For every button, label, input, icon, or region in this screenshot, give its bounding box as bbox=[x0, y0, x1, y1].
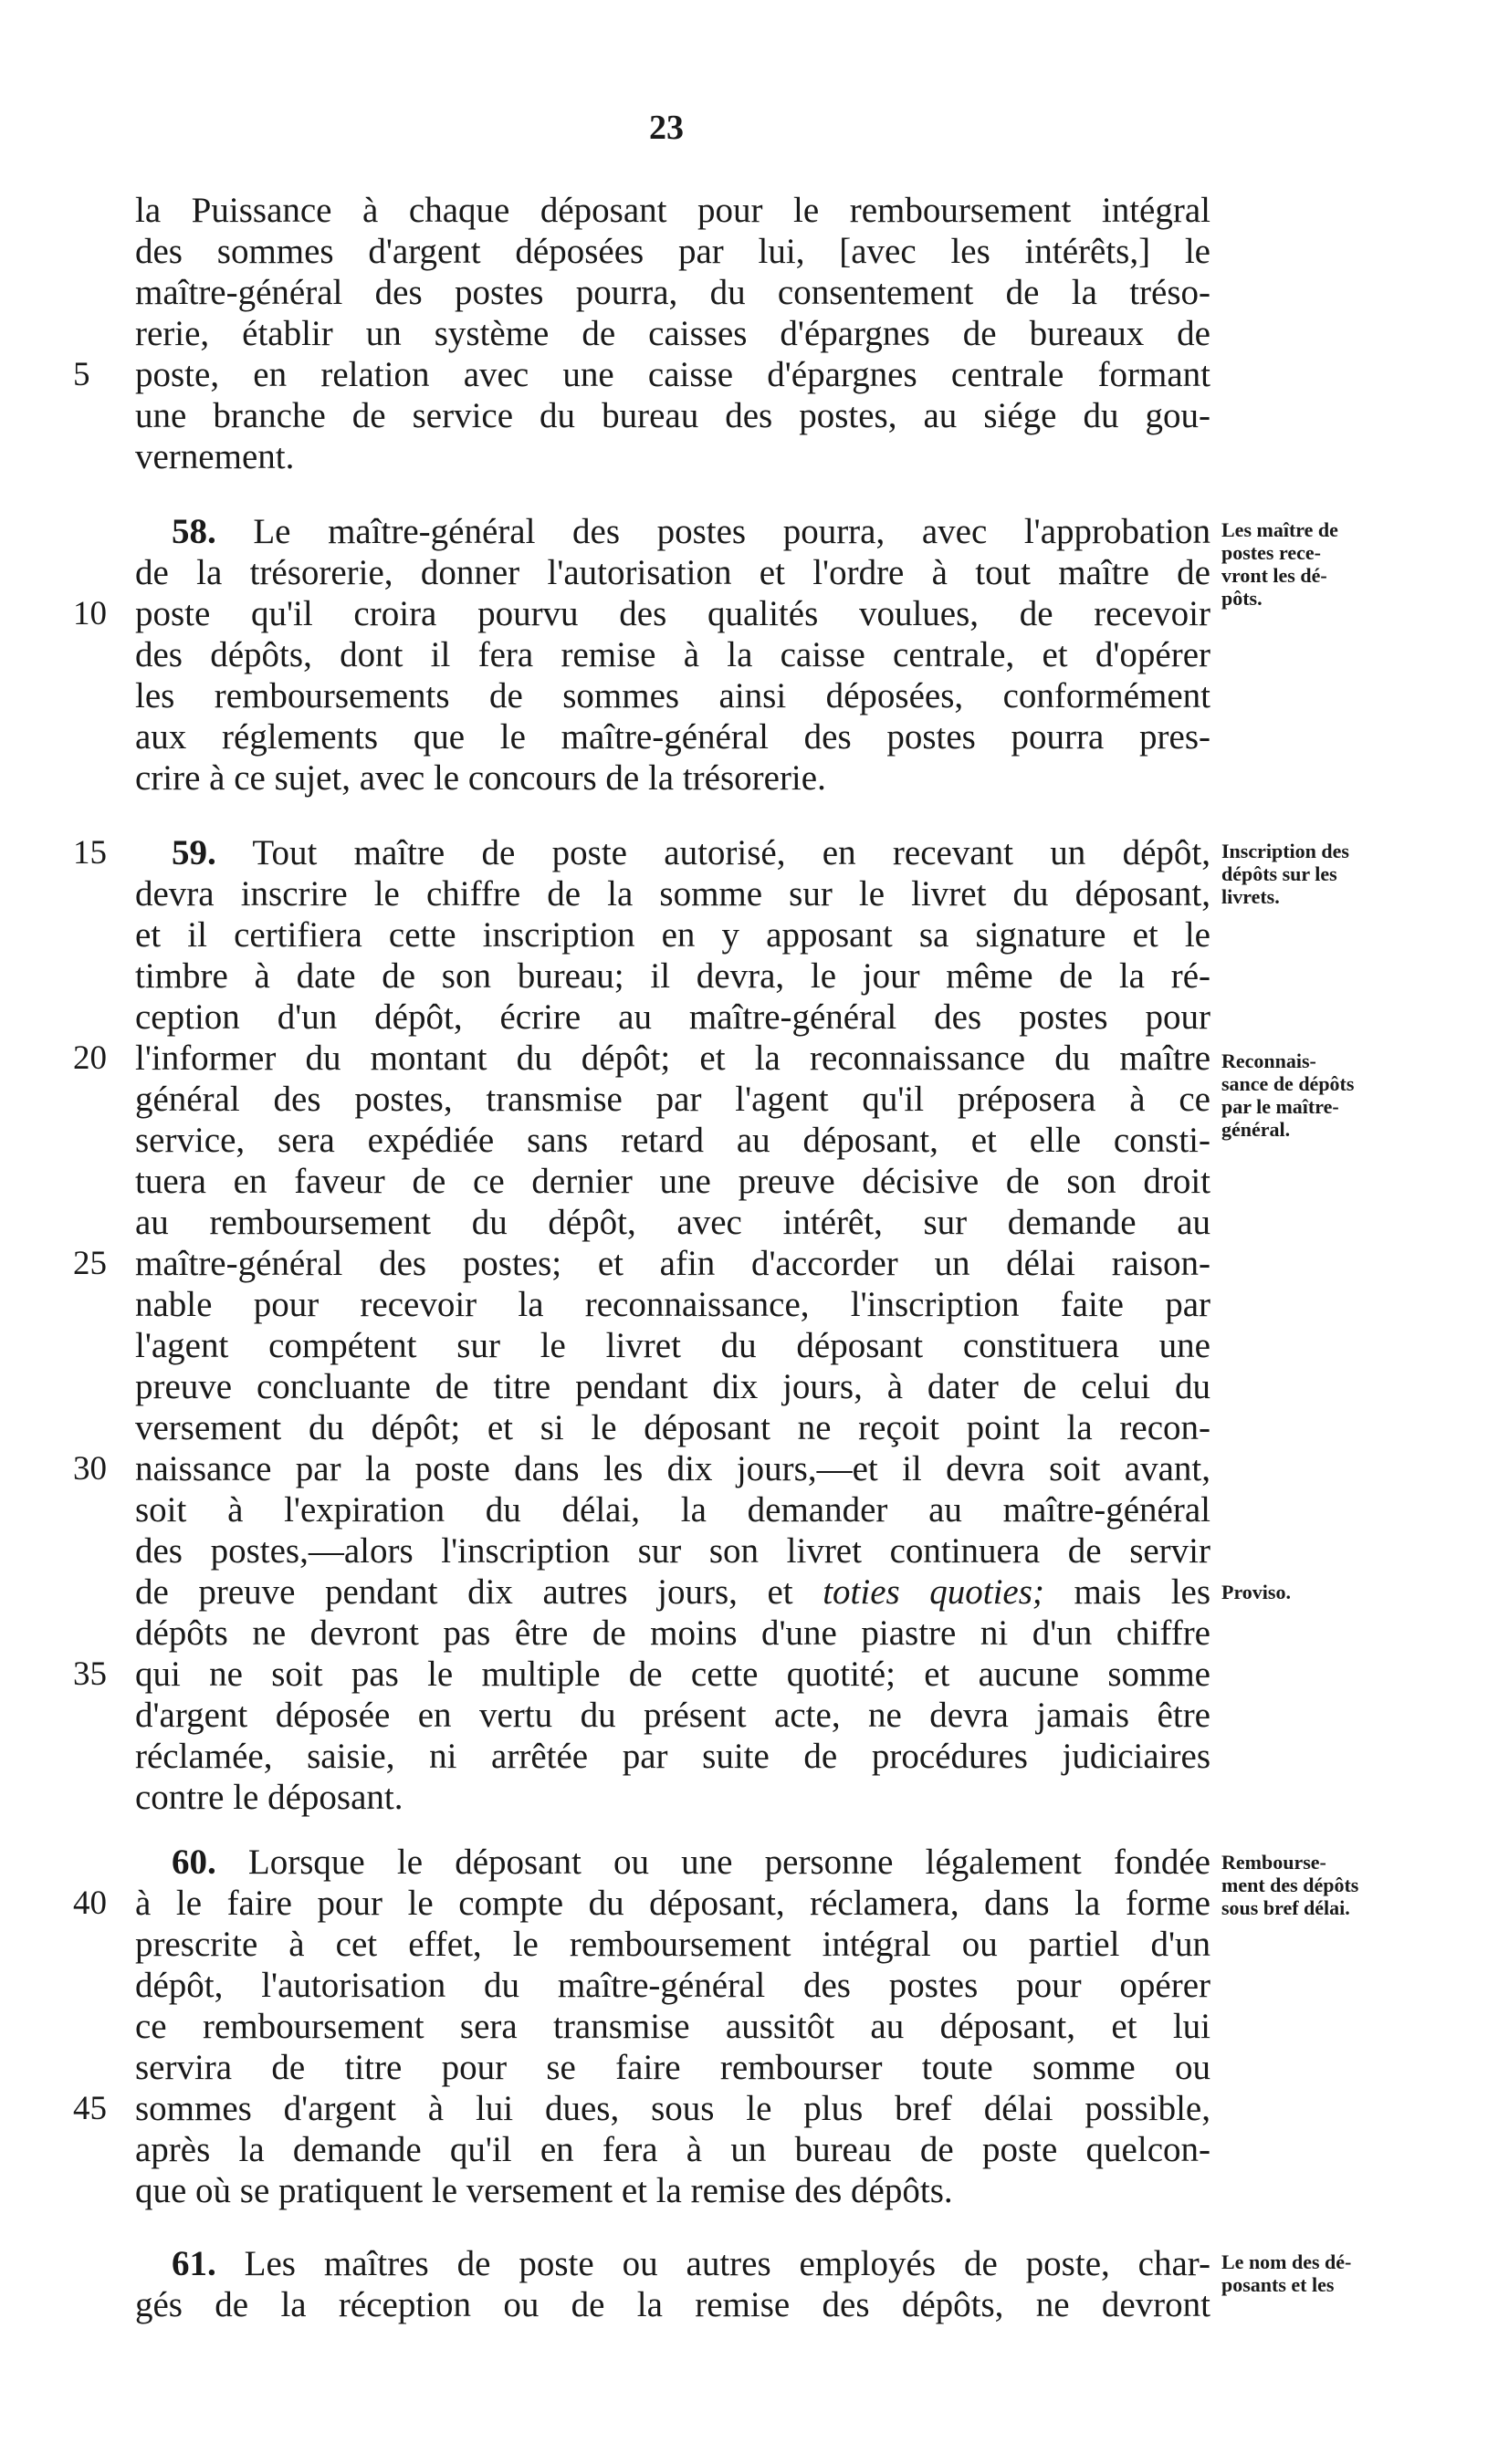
margin-note-60: Rembourse- ment des dépôts sous bref délai. bbox=[1221, 1851, 1359, 1919]
text-line: après la demande qu'il en fera à un bureau de poste quelcon- bbox=[135, 2130, 1210, 2169]
text-line: preuve concluante de titre pendant dix jours, à dater de celui du bbox=[135, 1367, 1210, 1406]
line-number: 25 bbox=[73, 1245, 107, 1282]
text-line: prescrite à cet effet, le remboursement intégral ou partiel d'un bbox=[135, 1925, 1210, 1964]
section-number: 61. bbox=[172, 2244, 216, 2283]
line-number: 35 bbox=[73, 1655, 107, 1693]
text-line: servira de titre pour se faire rembourser toute somme ou bbox=[135, 2048, 1210, 2087]
text-line: de la trésorerie, donner l'autorisation et l'ordre à tout maître de bbox=[135, 553, 1210, 592]
line-number: 40 bbox=[73, 1885, 107, 1922]
section-number: 59. bbox=[172, 833, 216, 872]
text-line: contre le déposant. bbox=[135, 1778, 403, 1817]
line-number: 10 bbox=[73, 595, 107, 632]
text-line: général des postes, transmise par l'agent qu'il préposera à ce bbox=[135, 1080, 1210, 1119]
text-line: devra inscrire le chiffre de la somme sur le livret du déposant, bbox=[135, 874, 1210, 914]
text-line: nable pour recevoir la reconnaissance, l'inscription faite par bbox=[135, 1285, 1210, 1324]
margin-note-59-reconnaissance: Reconnais- sance de dépôts par le maître- général. bbox=[1221, 1049, 1355, 1141]
text-line: dépôts ne devront pas être de moins d'une piastre ni d'un chiffre bbox=[135, 1613, 1210, 1653]
text-line: tuera en faveur de ce dernier une preuve décisive de son droit bbox=[135, 1162, 1210, 1201]
italic-phrase: toties quoties; bbox=[823, 1572, 1044, 1612]
text-line: dépôt, l'autorisation du maître-général des postes pour opérer bbox=[135, 1966, 1210, 2005]
line-number: 15 bbox=[73, 834, 107, 872]
margin-note-58: Les maître de postes rece- vront les dé- pôts. bbox=[1221, 518, 1338, 610]
text-line: poste, en relation avec une caisse d'épargnes centrale formant bbox=[135, 355, 1210, 394]
section-58-first-line: 58. Le maître-général des postes pourra, avec l'approbation bbox=[172, 512, 1210, 551]
text-line: soit à l'expiration du délai, la demander au maître-général bbox=[135, 1490, 1210, 1530]
text-line: des sommes d'argent déposées par lui, [avec les intérêts,] le bbox=[135, 232, 1210, 271]
text-line: aux réglements que le maître-général des postes pourra pres- bbox=[135, 717, 1210, 757]
text-line: au remboursement du dépôt, avec intérêt, sur demande au bbox=[135, 1203, 1210, 1242]
text-line: que où se pratiquent le versement et la remise des dépôts. bbox=[135, 2171, 953, 2210]
text-line: versement du dépôt; et si le déposant ne reçoit point la recon- bbox=[135, 1408, 1210, 1447]
text-line: qui ne soit pas le multiple de cette quotité; et aucune somme bbox=[135, 1655, 1210, 1694]
margin-note-61: Le nom des dé- posants et les bbox=[1221, 2250, 1352, 2296]
text-line: maître-général des postes; et afin d'accorder un délai raison- bbox=[135, 1244, 1210, 1283]
text-line: et il certifiera cette inscription en y apposant sa signature et le bbox=[135, 915, 1210, 955]
section-60-first-line: 60. Lorsque le déposant ou une personne légalement fondée bbox=[172, 1843, 1210, 1882]
text-line: les remboursements de sommes ainsi déposées, conformément bbox=[135, 676, 1210, 715]
text-line: des dépôts, dont il fera remise à la caisse centrale, et d'opérer bbox=[135, 635, 1210, 674]
text-line: timbre à date de son bureau; il devra, le jour même de la ré- bbox=[135, 956, 1210, 996]
text-line: l'informer du montant du dépôt; et la reconnaissance du maître bbox=[135, 1039, 1210, 1078]
section-number: 58. bbox=[172, 512, 216, 551]
text-line: sommes d'argent à lui dues, sous le plus bref délai possible, bbox=[135, 2089, 1210, 2128]
text-line: ce remboursement sera transmise aussitôt au déposant, et lui bbox=[135, 2007, 1210, 2046]
line-number: 20 bbox=[73, 1039, 107, 1077]
text-line: ception d'un dépôt, écrire au maître-général des postes pour bbox=[135, 997, 1210, 1037]
text-line: gés de la réception ou de la remise des dépôts, ne devront bbox=[135, 2285, 1210, 2324]
line-number: 5 bbox=[73, 356, 90, 393]
text-line: l'agent compétent sur le livret du déposant constituera une bbox=[135, 1326, 1210, 1365]
line-number: 45 bbox=[73, 2090, 107, 2127]
text-line: réclamée, saisie, ni arrêtée par suite de procédures judiciaires bbox=[135, 1737, 1210, 1776]
text-line: une branche de service du bureau des postes, au siége du gou- bbox=[135, 396, 1210, 435]
text-line: poste qu'il croira pourvu des qualités voulues, de recevoir bbox=[135, 594, 1210, 633]
text-line: service, sera expédiée sans retard au déposant, et elle consti- bbox=[135, 1121, 1210, 1160]
section-61-first-line: 61. Les maîtres de poste ou autres employés de poste, char- bbox=[172, 2244, 1210, 2283]
page-number: 23 bbox=[649, 109, 684, 147]
text-line: crire à ce sujet, avec le concours de la trésorerie. bbox=[135, 758, 826, 798]
text-line: rerie, établir un système de caisses d'épargnes de bureaux de bbox=[135, 314, 1210, 353]
margin-note-proviso: Proviso. bbox=[1221, 1581, 1291, 1603]
text-line: naissance par la poste dans les dix jours,—et il devra soit avant, bbox=[135, 1449, 1210, 1488]
text-line: des postes,—alors l'inscription sur son livret continuera de servir bbox=[135, 1531, 1210, 1571]
text-line: maître-général des postes pourra, du consentement de la tréso- bbox=[135, 273, 1210, 312]
text-line: d'argent déposée en vertu du présent acte, ne devra jamais être bbox=[135, 1696, 1210, 1735]
text-line: la Puissance à chaque déposant pour le remboursement intégral bbox=[135, 191, 1210, 230]
text-line-with-italic: de preuve pendant dix autres jours, et toties quoties; mais les bbox=[135, 1572, 1210, 1612]
section-59-first-line: 59. Tout maître de poste autorisé, en recevant un dépôt, bbox=[172, 833, 1210, 872]
section-number: 60. bbox=[172, 1843, 216, 1882]
text-line: vernement. bbox=[135, 437, 295, 476]
line-number: 30 bbox=[73, 1450, 107, 1488]
text-line: à le faire pour le compte du déposant, réclamera, dans la forme bbox=[135, 1884, 1210, 1923]
margin-note-59: Inscription des dépôts sur les livrets. bbox=[1221, 840, 1349, 908]
